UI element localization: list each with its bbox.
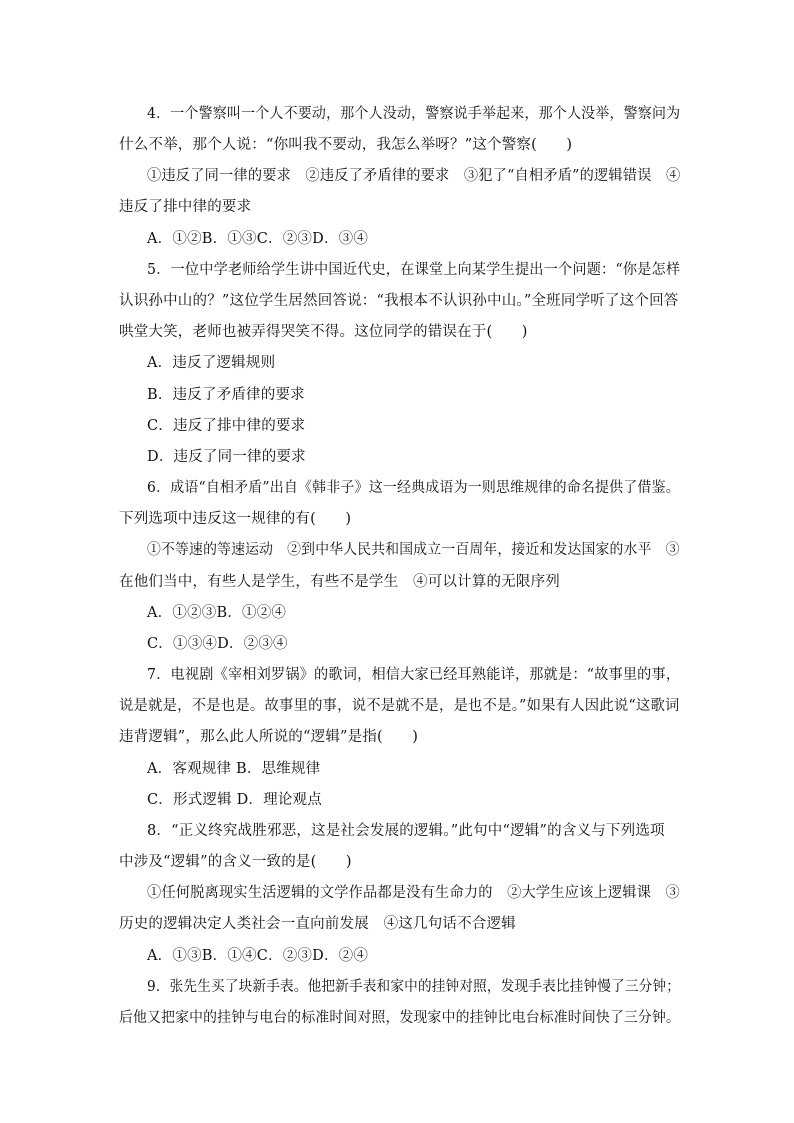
- q5-stem-line-3: 哄堂大笑，老师也被弄得哭笑不得。这位同学的错误在于( ): [119, 324, 528, 340]
- q4-statements-line-1: ①违反了同一律的要求 ②违反了矛盾律的要求 ③犯了“自相矛盾”的逻辑错误 ④: [147, 168, 681, 184]
- q5-option-b: B．违反了矛盾律的要求: [147, 387, 305, 403]
- q8-stem-line-1: 8．“正义终究战胜邪恶，这是社会发展的逻辑。”此句中“逻辑”的含义与下列选项: [147, 823, 665, 839]
- q5-option-d: D．违反了同一律的要求: [147, 449, 306, 465]
- q6-stem-line-1: 6．成语“自相矛盾”出自《韩非子》这一经典成语为一则思维规律的命名提供了借鉴。: [147, 480, 680, 496]
- q7-stem-line-1: 7．电视剧《宰相刘罗锅》的歌词，相信大家已经耳熟能详，那就是：“故事里的事，: [147, 667, 681, 683]
- q7-stem-line-2: 说是就是，不是也是。故事里的事，说不是就不是，是也不是。”如果有人因此说“这歌词: [119, 698, 680, 714]
- q5-option-a: A．违反了逻辑规则: [147, 355, 276, 371]
- q4-stem-line-2: 什么不举，那个人说：“你叫我不要动，我怎么举呀？”这个警察( ): [119, 137, 573, 153]
- q5-option-c: C．违反了排中律的要求: [147, 418, 306, 434]
- q6-options-line-1: A．①②③B．①②④: [147, 605, 287, 621]
- q5-stem-line-2: 认识孙中山的？”这位学生居然回答说：“我根本不认识孙中山。”全班同学听了这个回答: [119, 293, 679, 309]
- q8-statements-line-2: 历史的逻辑决定人类社会一直向前发展 ④这几句话不合逻辑: [119, 916, 516, 932]
- q6-options-line-2: C．①③④D．②③④: [147, 636, 288, 652]
- q6-stem-line-2: 下列选项中违反这一规律的有( ): [119, 511, 352, 527]
- q4-statements-line-2: 违反了排中律的要求: [119, 199, 252, 215]
- q9-stem-line-1: 9．张先生买了块新手表。他把新手表和家中的挂钟对照，发现手表比挂钟慢了三分钟；: [147, 979, 681, 995]
- q8-stem-line-2: 中涉及“逻辑”的含义一致的是( ): [119, 854, 352, 870]
- q7-options-line-2: C．形式逻辑 D．理论观点: [147, 792, 322, 808]
- q8-options: A．①③B．①④C．②③D．②④: [147, 948, 369, 964]
- q9-stem-line-2: 后他又把家中的挂钟与电台的标准时间对照，发现家中的挂钟比电台标准时间快了三分钟。: [119, 1010, 681, 1026]
- q6-statements-line-1: ①不等速的等速运动 ②到中华人民共和国成立一百周年，接近和发达国家的水平 ③: [147, 542, 680, 558]
- q4-options: A．①②B．①③C．②③D．③④: [147, 231, 369, 247]
- q7-stem-line-3: 违背逻辑”，那么此人所说的“逻辑”是指( ): [119, 729, 419, 745]
- q7-options-line-1: A．客观规律 B．思维规律: [147, 761, 321, 777]
- q5-stem-line-1: 5．一位中学老师给学生讲中国近代史，在课堂上向某学生提出一个问题：“你是怎样: [147, 262, 681, 278]
- q8-statements-line-1: ①任何脱离现实生活逻辑的文学作品都是没有生命力的 ②大学生应该上逻辑课 ③: [147, 885, 680, 901]
- q6-statements-line-2: 在他们当中，有些人是学生，有些不是学生 ④可以计算的无限序列: [119, 574, 560, 590]
- q4-stem-line-1: 4．一个警察叫一个人不要动，那个人没动，警察说手举起来，那个人没举，警察问为: [147, 106, 681, 122]
